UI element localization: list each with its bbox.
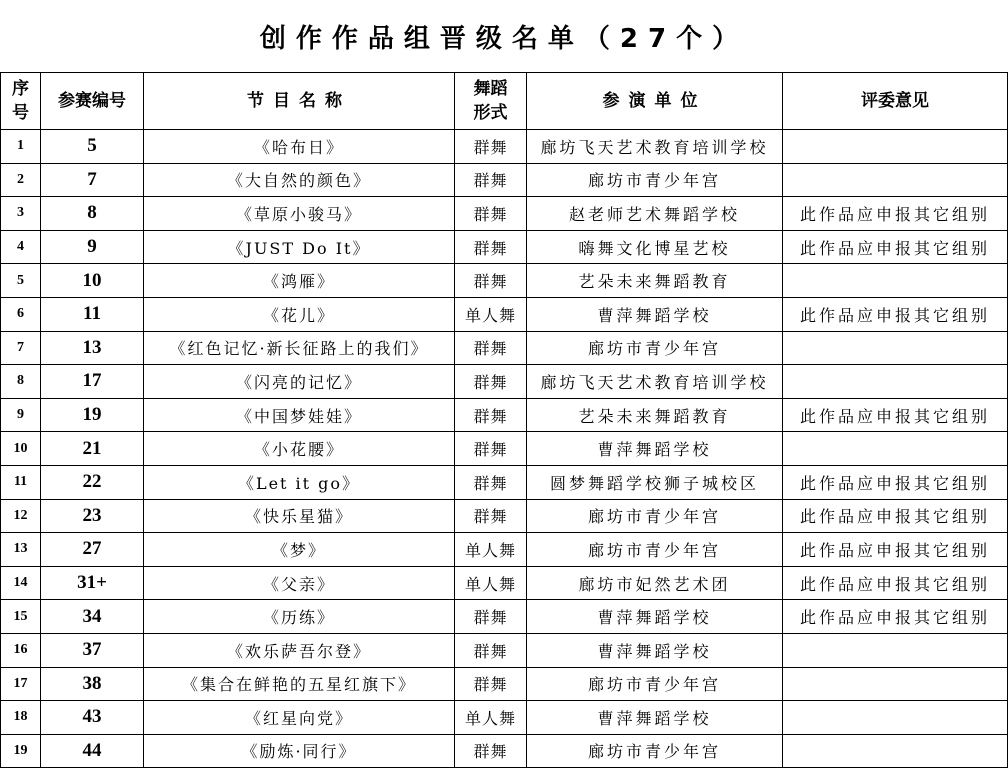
header-program: 节目名称 — [144, 73, 455, 130]
header-entry-no: 参赛编号 — [41, 73, 144, 130]
cell-dance-form: 单人舞 — [455, 701, 527, 735]
cell-dance-form: 群舞 — [455, 499, 527, 533]
cell-program: 《哈布日》 — [144, 130, 455, 164]
cell-performer: 廊坊市青少年宫 — [527, 533, 783, 567]
cell-program: 《闪亮的记忆》 — [144, 365, 455, 399]
cell-program: 《花儿》 — [144, 297, 455, 331]
page-title: 创作作品组晋级名单（27个） — [259, 23, 749, 54]
cell-entry-no: 17 — [41, 365, 144, 399]
cell-dance-form: 群舞 — [455, 734, 527, 768]
cell-entry-no: 37 — [41, 633, 144, 667]
header-dance-form: 舞蹈形式 — [455, 73, 527, 130]
cell-seq: 6 — [1, 297, 41, 331]
cell-program: 《Let it go》 — [144, 465, 455, 499]
cell-dance-form: 单人舞 — [455, 297, 527, 331]
header-performer: 参演单位 — [527, 73, 783, 130]
table-row — [1, 465, 1008, 499]
cell-dance-form: 群舞 — [455, 600, 527, 634]
cell-dance-form: 群舞 — [455, 633, 527, 667]
cell-performer: 廊坊市青少年宫 — [527, 734, 783, 768]
cell-entry-no: 11 — [41, 297, 144, 331]
cell-performer: 曹萍舞蹈学校 — [527, 297, 783, 331]
cell-performer: 曹萍舞蹈学校 — [527, 432, 783, 466]
cell-seq: 4 — [1, 230, 41, 264]
cell-performer: 曹萍舞蹈学校 — [527, 701, 783, 735]
cell-seq: 13 — [1, 533, 41, 567]
table-row — [1, 499, 1008, 533]
cell-performer: 艺朵未来舞蹈教育 — [527, 264, 783, 298]
table-row — [1, 398, 1008, 432]
table-row — [1, 130, 1008, 164]
cell-judges-comment — [783, 264, 1008, 298]
cell-seq: 7 — [1, 331, 41, 365]
cell-dance-form: 群舞 — [455, 130, 527, 164]
cell-program: 《草原小骏马》 — [144, 197, 455, 231]
cell-performer: 艺朵未来舞蹈教育 — [527, 398, 783, 432]
table-row — [1, 264, 1008, 298]
cell-seq: 1 — [1, 130, 41, 164]
cell-judges-comment — [783, 365, 1008, 399]
cell-judges-comment — [783, 667, 1008, 701]
cell-seq: 17 — [1, 667, 41, 701]
header-seq: 序号 — [1, 73, 41, 130]
cell-entry-no: 9 — [41, 230, 144, 264]
cell-dance-form: 群舞 — [455, 432, 527, 466]
cell-judges-comment — [783, 130, 1008, 164]
cell-entry-no: 23 — [41, 499, 144, 533]
cell-dance-form: 群舞 — [455, 365, 527, 399]
cell-seq: 5 — [1, 264, 41, 298]
cell-judges-comment: 此作品应申报其它组别 — [783, 297, 1008, 331]
cell-program: 《快乐星猫》 — [144, 499, 455, 533]
cell-entry-no: 43 — [41, 701, 144, 735]
cell-entry-no: 34 — [41, 600, 144, 634]
cell-judges-comment: 此作品应申报其它组别 — [783, 197, 1008, 231]
cell-program: 《JUST Do It》 — [144, 230, 455, 264]
cell-program: 《鸿雁》 — [144, 264, 455, 298]
cell-program: 《梦》 — [144, 533, 455, 567]
cell-seq: 2 — [1, 163, 41, 197]
cell-entry-no: 10 — [41, 264, 144, 298]
cell-seq: 10 — [1, 432, 41, 466]
cell-seq: 9 — [1, 398, 41, 432]
cell-dance-form: 群舞 — [455, 465, 527, 499]
cell-seq: 12 — [1, 499, 41, 533]
cell-judges-comment: 此作品应申报其它组别 — [783, 566, 1008, 600]
cell-entry-no: 31+ — [41, 566, 144, 600]
cell-judges-comment — [783, 163, 1008, 197]
roster-table — [0, 72, 1008, 768]
table-row — [1, 701, 1008, 735]
table-row — [1, 331, 1008, 365]
cell-dance-form: 群舞 — [455, 230, 527, 264]
table-header-row — [1, 73, 1008, 130]
cell-program: 《欢乐萨吾尔登》 — [144, 633, 455, 667]
header-judges-comment: 评委意见 — [783, 73, 1008, 130]
cell-program: 《中国梦娃娃》 — [144, 398, 455, 432]
cell-seq: 14 — [1, 566, 41, 600]
cell-entry-no: 7 — [41, 163, 144, 197]
cell-program: 《父亲》 — [144, 566, 455, 600]
cell-dance-form: 群舞 — [455, 667, 527, 701]
cell-entry-no: 22 — [41, 465, 144, 499]
cell-dance-form: 群舞 — [455, 331, 527, 365]
table-row — [1, 734, 1008, 768]
cell-judges-comment — [783, 633, 1008, 667]
table-row — [1, 600, 1008, 634]
cell-program: 《集合在鲜艳的五星红旗下》 — [144, 667, 455, 701]
cell-judges-comment: 此作品应申报其它组别 — [783, 499, 1008, 533]
cell-performer: 赵老师艺术舞蹈学校 — [527, 197, 783, 231]
cell-entry-no: 44 — [41, 734, 144, 768]
cell-judges-comment: 此作品应申报其它组别 — [783, 398, 1008, 432]
cell-program: 《历练》 — [144, 600, 455, 634]
cell-judges-comment — [783, 701, 1008, 735]
cell-seq: 8 — [1, 365, 41, 399]
cell-performer: 廊坊市青少年宫 — [527, 667, 783, 701]
cell-dance-form: 单人舞 — [455, 533, 527, 567]
cell-performer: 廊坊市妃然艺术团 — [527, 566, 783, 600]
cell-entry-no: 8 — [41, 197, 144, 231]
cell-dance-form: 群舞 — [455, 163, 527, 197]
cell-performer: 圆梦舞蹈学校狮子城校区 — [527, 465, 783, 499]
cell-program: 《红色记忆·新长征路上的我们》 — [144, 331, 455, 365]
cell-dance-form: 群舞 — [455, 398, 527, 432]
cell-entry-no: 21 — [41, 432, 144, 466]
cell-dance-form: 群舞 — [455, 264, 527, 298]
cell-program: 《大自然的颜色》 — [144, 163, 455, 197]
table-row — [1, 432, 1008, 466]
cell-seq: 16 — [1, 633, 41, 667]
table-row — [1, 633, 1008, 667]
table-row — [1, 163, 1008, 197]
cell-entry-no: 5 — [41, 130, 144, 164]
cell-seq: 3 — [1, 197, 41, 231]
cell-performer: 廊坊市青少年宫 — [527, 499, 783, 533]
cell-entry-no: 38 — [41, 667, 144, 701]
table-row — [1, 297, 1008, 331]
cell-judges-comment: 此作品应申报其它组别 — [783, 465, 1008, 499]
cell-judges-comment: 此作品应申报其它组别 — [783, 230, 1008, 264]
table-row — [1, 197, 1008, 231]
table-row — [1, 230, 1008, 264]
cell-program: 《红星向党》 — [144, 701, 455, 735]
cell-seq: 18 — [1, 701, 41, 735]
table-row — [1, 365, 1008, 399]
cell-judges-comment — [783, 331, 1008, 365]
cell-dance-form: 单人舞 — [455, 566, 527, 600]
table-row — [1, 533, 1008, 567]
cell-performer: 嗨舞文化博星艺校 — [527, 230, 783, 264]
table-row — [1, 667, 1008, 701]
cell-judges-comment: 此作品应申报其它组别 — [783, 600, 1008, 634]
cell-entry-no: 27 — [41, 533, 144, 567]
cell-performer: 曹萍舞蹈学校 — [527, 600, 783, 634]
cell-seq: 15 — [1, 600, 41, 634]
cell-judges-comment — [783, 734, 1008, 768]
cell-performer: 廊坊飞天艺术教育培训学校 — [527, 365, 783, 399]
cell-seq: 11 — [1, 465, 41, 499]
cell-performer: 廊坊市青少年宫 — [527, 331, 783, 365]
cell-performer: 曹萍舞蹈学校 — [527, 633, 783, 667]
cell-entry-no: 13 — [41, 331, 144, 365]
cell-entry-no: 19 — [41, 398, 144, 432]
cell-performer: 廊坊市青少年宫 — [527, 163, 783, 197]
cell-program: 《小花腰》 — [144, 432, 455, 466]
table-row — [1, 566, 1008, 600]
cell-seq: 19 — [1, 734, 41, 768]
cell-judges-comment — [783, 432, 1008, 466]
cell-performer: 廊坊飞天艺术教育培训学校 — [527, 130, 783, 164]
cell-program: 《励炼·同行》 — [144, 734, 455, 768]
cell-dance-form: 群舞 — [455, 197, 527, 231]
cell-judges-comment: 此作品应申报其它组别 — [783, 533, 1008, 567]
